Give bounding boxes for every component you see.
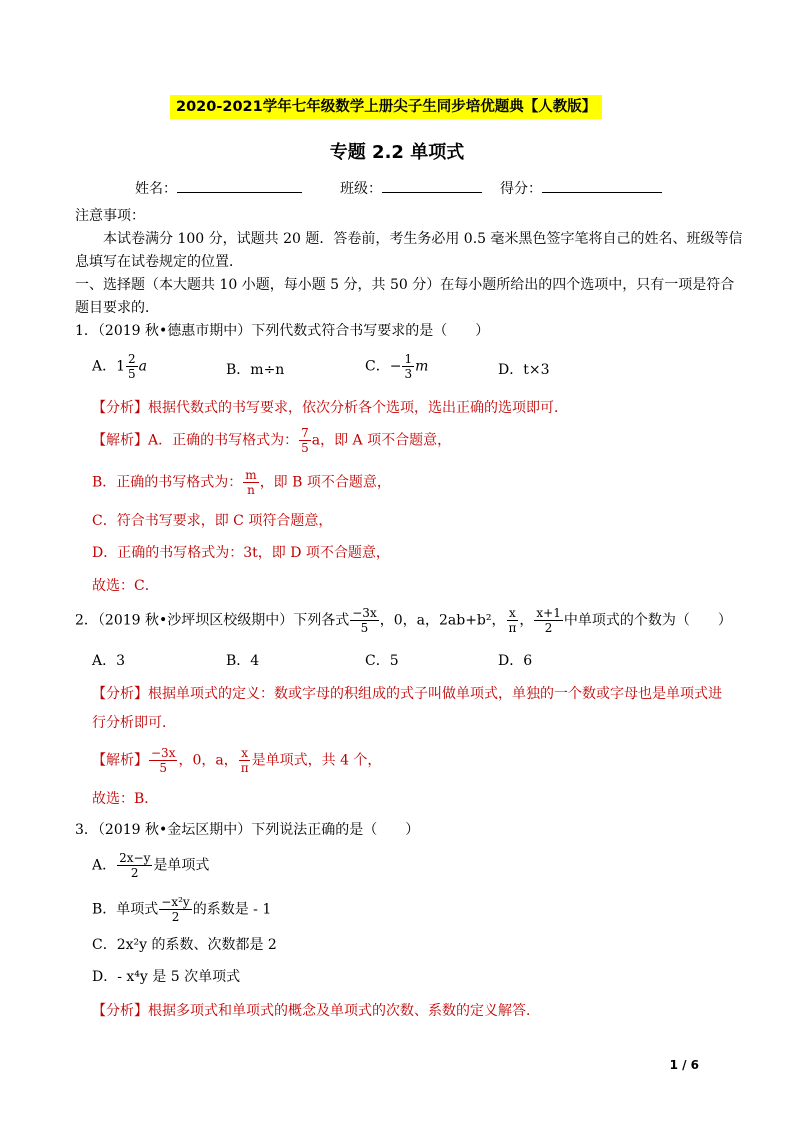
q2-solution: 【解析】 $\frac{-3x}{5}$ ，0，a， $\frac{x}{\pi}$ 是单项式，共 4 个，	[92, 746, 382, 775]
q2-analysis: 行分析即可．	[92, 715, 176, 731]
q2-option-b: B．4	[226, 653, 260, 669]
fraction: $\frac{\text{−x²y}}{2}$	[161, 895, 190, 924]
q1-analysis: 【分析】根据代数式的书写要求，依次分析各个选项，选出正确的选项即可．	[92, 400, 568, 416]
name-blank	[177, 180, 302, 193]
q1-solution-b: B．正确的书写格式为： $\frac{m}{n}$ ，即 B 项不合题意，	[92, 468, 391, 497]
q1-option-b: B．m÷n	[226, 362, 285, 378]
page-title: 专题 2.2 单项式	[329, 142, 465, 163]
fraction: $\frac{7}{5}$	[301, 426, 309, 455]
document-banner: 2020-2021学年七年级数学上册尖子生同步培优题典【人教版】	[170, 95, 602, 119]
q2-analysis: 【分析】根据单项式的定义：数或字母的积组成的式子叫做单项式，单独的一个数或字母也是单项式进	[92, 686, 722, 702]
q3-option-b: B．单项式 $\frac{\text{−x²y}}{2}$ 的系数是 - 1	[92, 895, 272, 924]
notice-line: 息填写在试卷规定的位置．	[75, 254, 243, 270]
page-number: 1 / 6	[669, 1058, 699, 1072]
fraction: $\frac{m}{n}$	[245, 468, 257, 497]
name-label: 姓名：	[135, 181, 177, 197]
fraction: $\frac{-3x}{5}$	[352, 606, 377, 635]
class-field	[340, 178, 482, 198]
question-3-stem: 3．（2019 秋•金坛区期中）下列说法正确的是（ ）	[75, 822, 420, 838]
q1-solution-a: 【解析】A．正确的书写格式为： $\frac{7}{5}$ a，即 A 项不合题意，	[92, 426, 452, 455]
q2-answer: 故选：B．	[92, 791, 159, 807]
fraction: $\frac{2}{5}$	[128, 352, 136, 381]
score-blank	[542, 180, 662, 193]
question-2-stem: 2．（2019 秋•沙坪坝区校级期中）下列各式 $\frac{-3x}{5}$ ，0，a，2ab+b²， $\frac{x}{\pi}$ ， $\frac{x+1}{2}$ 中单项式的个数为（ ）	[75, 606, 732, 635]
q3-option-c: C．2x²y 的系数、次数都是 2	[92, 937, 277, 953]
q1-option-c: C．− $\frac{1}{3}$ m	[365, 352, 429, 381]
score-field	[500, 178, 662, 198]
score-label: 得分：	[500, 181, 542, 197]
q3-option-a: A． $\frac{2x-y}{2}$ 是单项式	[92, 851, 210, 880]
q1-option-a: A．1 $\frac{2}{5}$ a	[92, 352, 148, 381]
class-label: 班级：	[340, 181, 382, 197]
fraction: $\frac{-3x}{5}$	[151, 746, 176, 775]
q2-option-d: D．6	[498, 653, 533, 669]
q3-analysis: 【分析】根据多项式和单项式的概念及单项式的次数、系数的定义解答．	[92, 1003, 540, 1019]
fraction: $\frac{x}{\pi}$	[240, 746, 249, 775]
q2-option-a: A．3	[92, 653, 126, 669]
q3-option-d: D．- x⁴y 是 5 次单项式	[92, 969, 241, 985]
question-1-stem: 1．（2019 秋•德惠市期中）下列代数式符合书写要求的是（ ）	[75, 323, 490, 339]
notice-line: 本试卷满分 100 分，试题共 20 题．答卷前，考生务必用 0.5 毫米黑色签字笔将自己的姓名、班级等信	[103, 231, 743, 247]
q1-solution-c: C．符合书写要求，即 C 项符合题意，	[92, 513, 333, 529]
name-field	[135, 178, 302, 198]
section-heading: 题目要求的．	[75, 300, 159, 316]
section-heading: 一、选择题（本大题共 10 小题，每小题 5 分，共 50 分）在每小题所给出的四个选项中，只有一项是符合	[75, 277, 735, 293]
q1-solution-d: D．正确的书写格式为：3t，即 D 项不合题意，	[92, 545, 390, 561]
fraction: $\frac{1}{3}$	[404, 352, 413, 381]
q2-option-c: C．5	[365, 653, 399, 669]
q1-option-d: D．t×3	[498, 362, 550, 378]
fraction: $\frac{2x-y}{2}$	[119, 851, 151, 880]
fraction: $\frac{x}{\pi}$	[508, 606, 517, 635]
notice-heading: 注意事项：	[75, 208, 145, 224]
fraction: $\frac{x+1}{2}$	[536, 606, 561, 635]
q1-answer: 故选：C．	[92, 578, 159, 594]
class-blank	[382, 180, 482, 193]
